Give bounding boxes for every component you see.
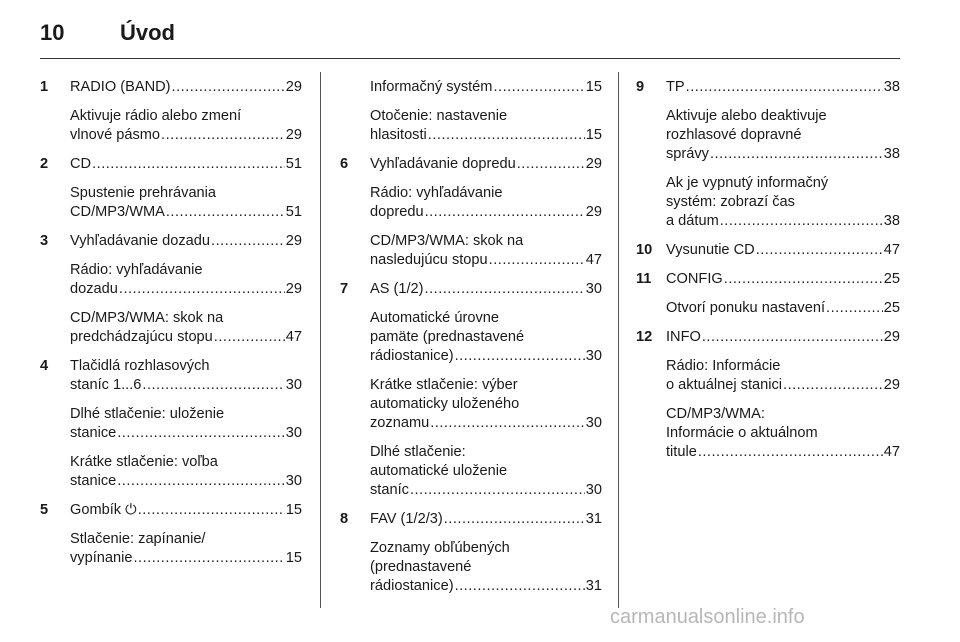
entry-line: [70, 155, 302, 174]
entry-line: [370, 577, 602, 596]
entry-label: Vyhľadávanie dozadu: [70, 233, 211, 249]
entry-number: 3: [40, 233, 49, 249]
entry-text: pamäte (prednastavené: [370, 329, 525, 345]
page-reference: 30: [585, 281, 602, 297]
column-2: [340, 78, 602, 606]
page-reference: 15: [585, 127, 602, 143]
entry-label: staníc: [370, 482, 409, 498]
entry-block: [70, 261, 302, 299]
page-reference: 15: [285, 550, 302, 566]
entry-block: [666, 174, 900, 231]
entry-text: Spustenie prehrávania: [70, 185, 217, 201]
entry-block: [70, 232, 302, 251]
index-entry: [636, 78, 900, 231]
index-entry: [636, 270, 900, 318]
entry-block: [370, 107, 602, 145]
entry-block: [370, 309, 602, 366]
index-entry: [636, 241, 900, 260]
entry-line: [666, 212, 900, 231]
leader-dots: [117, 472, 285, 491]
index-entry: [340, 510, 602, 596]
leader-dots: [686, 78, 883, 97]
entry-line: [370, 203, 602, 222]
leader-dots: [489, 251, 585, 270]
entry-block: [70, 530, 302, 568]
entry-label: rádiostanice): [370, 348, 454, 364]
entry-block: [70, 309, 302, 347]
column-divider-1: [320, 72, 321, 608]
page-reference: 30: [285, 425, 302, 441]
entry-block: [70, 155, 302, 174]
entry-text: automaticky uloženého: [370, 396, 520, 412]
entry-block: [370, 280, 602, 299]
entry-block: [666, 405, 900, 462]
entry-line: [666, 376, 900, 395]
page-reference: 29: [585, 204, 602, 220]
header-rule: [40, 58, 900, 59]
leader-dots: [166, 203, 285, 222]
entry-line: [370, 347, 602, 366]
page-reference: 47: [883, 242, 900, 258]
entry-label: o aktuálnej stanici: [666, 377, 783, 393]
leader-dots: [702, 328, 883, 347]
leader-dots: [517, 155, 585, 174]
index-entry: [340, 78, 602, 145]
entry-label: TP: [666, 79, 685, 95]
entry-label: Otvorí ponuku nastavení: [666, 300, 826, 316]
entry-label: nasledujúcu stopu: [370, 252, 488, 268]
entry-text: systém: zobrazí čas: [666, 194, 795, 210]
page-reference: 30: [585, 415, 602, 431]
entry-line: [70, 376, 302, 395]
page-reference: 29: [883, 377, 900, 393]
entry-number: 9: [636, 79, 645, 95]
leader-dots: [138, 501, 285, 520]
page-reference: 47: [585, 252, 602, 268]
page-title: Úvod: [120, 20, 175, 45]
entry-label: staníc 1...6: [70, 377, 142, 393]
leader-dots: [410, 481, 585, 500]
entry-number: 5: [40, 502, 49, 518]
entry-line: [70, 203, 302, 222]
entry-line: [70, 328, 302, 347]
page-reference: 30: [285, 377, 302, 393]
leader-dots: [455, 347, 585, 366]
leader-dots: [211, 232, 285, 251]
entry-number: 11: [636, 271, 652, 287]
page-reference: 29: [285, 79, 302, 95]
entry-block: [370, 184, 602, 222]
entry-line: [70, 280, 302, 299]
index-entry: [40, 232, 302, 347]
leader-dots: [428, 126, 585, 145]
page-reference: 38: [883, 79, 900, 95]
entry-line: [370, 126, 602, 145]
page-header: [40, 18, 900, 58]
page-reference: 31: [585, 511, 602, 527]
entry-label: zoznamu: [370, 415, 430, 431]
entry-label: Vyhľadávanie dopredu: [370, 156, 516, 172]
leader-dots: [724, 270, 883, 289]
page-reference: 47: [285, 329, 302, 345]
leader-dots: [756, 241, 883, 260]
entry-text: Aktivuje alebo deaktivuje: [666, 108, 827, 124]
entry-label: dozadu: [70, 281, 118, 297]
leader-dots: [455, 577, 585, 596]
entry-label: hlasitosti: [370, 127, 427, 143]
entry-label: AS (1/2): [370, 281, 424, 297]
entry-block: [70, 107, 302, 145]
entry-block: [370, 443, 602, 500]
entry-line: [666, 145, 900, 164]
entry-text: Ak je vypnutý informačný: [666, 175, 829, 191]
page-reference: 25: [883, 300, 900, 316]
entry-line: [370, 414, 602, 433]
leader-dots: [119, 280, 285, 299]
leader-dots: [92, 155, 285, 174]
entry-line: [666, 241, 900, 260]
page-reference: 30: [585, 482, 602, 498]
entry-line: [70, 78, 302, 97]
entry-label: stanice: [70, 473, 117, 489]
entry-label: vlnové pásmo: [70, 127, 161, 143]
page-reference: 29: [285, 127, 302, 143]
entry-block: [666, 107, 900, 164]
page-number: 10: [40, 20, 65, 45]
entry-line: [370, 510, 602, 529]
entry-block: [666, 78, 900, 97]
entry-text: Rádio: vyhľadávanie: [70, 262, 203, 278]
leader-dots: [172, 78, 285, 97]
entry-line: [370, 481, 602, 500]
index-entry: [40, 357, 302, 491]
entry-text: Dlhé stlačenie: uloženie: [70, 406, 225, 422]
entry-block: [70, 453, 302, 491]
entry-label: dopredu: [370, 204, 424, 220]
entry-line: [666, 443, 900, 462]
entry-label: CD: [70, 156, 92, 172]
entry-line: [70, 232, 302, 251]
leader-dots: [444, 510, 585, 529]
entry-label: Informačný systém: [370, 79, 493, 95]
leader-dots: [698, 443, 883, 462]
entry-text: Stlačenie: zapínanie/: [70, 531, 206, 547]
entry-label: vypínanie: [70, 550, 133, 566]
page-reference: 15: [585, 79, 602, 95]
page-reference: 15: [285, 502, 302, 518]
entry-block: [70, 78, 302, 97]
page-reference: 47: [883, 444, 900, 460]
entry-block: [370, 539, 602, 596]
page-reference: 29: [585, 156, 602, 172]
entry-label: CONFIG: [666, 271, 723, 287]
entry-label: Vysunutie CD: [666, 242, 755, 258]
entry-text: CD/MP3/WMA: skok na: [370, 233, 524, 249]
entry-number: 1: [40, 79, 49, 95]
page-reference: 29: [285, 281, 302, 297]
entry-text: Zoznamy obľúbených: [370, 540, 510, 556]
leader-dots: [161, 126, 285, 145]
leader-dots: [425, 203, 585, 222]
entry-block: [370, 155, 602, 174]
entry-text: Krátke stlačenie: voľba: [70, 454, 218, 470]
index-entry: [636, 328, 900, 462]
leader-dots: [493, 78, 584, 97]
page-reference: 30: [285, 473, 302, 489]
entry-line: [70, 549, 302, 568]
entry-line: [370, 155, 602, 174]
entry-block: [666, 357, 900, 395]
leader-dots: [783, 376, 883, 395]
leader-dots: [710, 145, 883, 164]
entry-line: [70, 501, 302, 520]
index-entry: [40, 78, 302, 145]
page-reference: 29: [285, 233, 302, 249]
entry-text: Dlhé stlačenie:: [370, 444, 466, 460]
entry-block: [666, 241, 900, 260]
page-reference: 51: [285, 204, 302, 220]
entry-text: Rádio: vyhľadávanie: [370, 185, 503, 201]
entry-label: INFO: [666, 329, 701, 345]
entry-number: 10: [636, 242, 653, 258]
page-reference: 31: [585, 578, 602, 594]
leader-dots: [720, 212, 883, 231]
entry-block: [370, 232, 602, 270]
page-reference: 29: [883, 329, 900, 345]
entry-block: [70, 501, 302, 520]
entry-block: [70, 405, 302, 443]
entry-number: 12: [636, 329, 653, 345]
entry-block: [666, 328, 900, 347]
entry-block: [70, 357, 302, 395]
entry-line: [70, 424, 302, 443]
entry-number: 7: [340, 281, 349, 297]
entry-block: [370, 78, 602, 97]
entry-block: [70, 184, 302, 222]
column-1: [40, 78, 302, 578]
entry-label: stanice: [70, 425, 117, 441]
leader-dots: [430, 414, 585, 433]
entry-label: Gombík ⏻: [70, 502, 137, 518]
entry-text: automatické uloženie: [370, 463, 508, 479]
entry-line: [370, 280, 602, 299]
entry-text: CD/MP3/WMA: skok na: [70, 310, 224, 326]
index-entry: [340, 155, 602, 270]
entry-text: Krátke stlačenie: výber: [370, 377, 518, 393]
entry-block: [666, 299, 900, 318]
entry-number: 4: [40, 358, 49, 374]
entry-text: Rádio: Informácie: [666, 358, 781, 374]
entry-text: Otočenie: nastavenie: [370, 108, 508, 124]
entry-line: [370, 78, 602, 97]
leader-dots: [117, 424, 285, 443]
entry-label: rádiostanice): [370, 578, 454, 594]
leader-dots: [214, 328, 285, 347]
entry-line: [370, 251, 602, 270]
leader-dots: [142, 376, 284, 395]
entry-block: [666, 270, 900, 289]
entry-line: [70, 472, 302, 491]
entry-label: RADIO (BAND): [70, 79, 171, 95]
entry-text: Automatické úrovne: [370, 310, 499, 326]
entry-text: Informácie o aktuálnom: [666, 425, 818, 441]
entry-label: titule: [666, 444, 697, 460]
entry-label: FAV (1/2/3): [370, 511, 443, 527]
entry-label: správy: [666, 146, 709, 162]
index-entry: [40, 501, 302, 568]
column-3: [636, 78, 900, 472]
entry-block: [370, 376, 602, 433]
entry-text: Tlačidlá rozhlasových: [70, 358, 210, 374]
column-divider-2: [618, 72, 619, 608]
entry-line: [666, 328, 900, 347]
entry-line: [666, 270, 900, 289]
entry-text: CD/MP3/WMA:: [666, 406, 765, 422]
leader-dots: [425, 280, 585, 299]
entry-label: a dátum: [666, 213, 719, 229]
watermark: carmanualsonline.info: [610, 606, 805, 628]
entry-text: rozhlasové dopravné: [666, 127, 802, 143]
page-reference: 38: [883, 146, 900, 162]
entry-text: Aktivuje rádio alebo zmení: [70, 108, 242, 124]
leader-dots: [826, 299, 883, 318]
page-reference: 30: [585, 348, 602, 364]
entry-number: 2: [40, 156, 49, 172]
page-reference: 25: [883, 271, 900, 287]
entry-label: predchádzajúcu stopu: [70, 329, 213, 345]
entry-label: CD/MP3/WMA: [70, 204, 165, 220]
entry-text: (prednastavené: [370, 559, 472, 575]
index-entry: [340, 280, 602, 500]
index-entry: [40, 155, 302, 222]
entry-number: 8: [340, 511, 349, 527]
page-reference: 51: [285, 156, 302, 172]
entry-block: [370, 510, 602, 529]
page-reference: 38: [883, 213, 900, 229]
entry-line: [666, 299, 900, 318]
entry-line: [666, 78, 900, 97]
entry-line: [70, 126, 302, 145]
entry-number: 6: [340, 156, 349, 172]
leader-dots: [133, 549, 284, 568]
